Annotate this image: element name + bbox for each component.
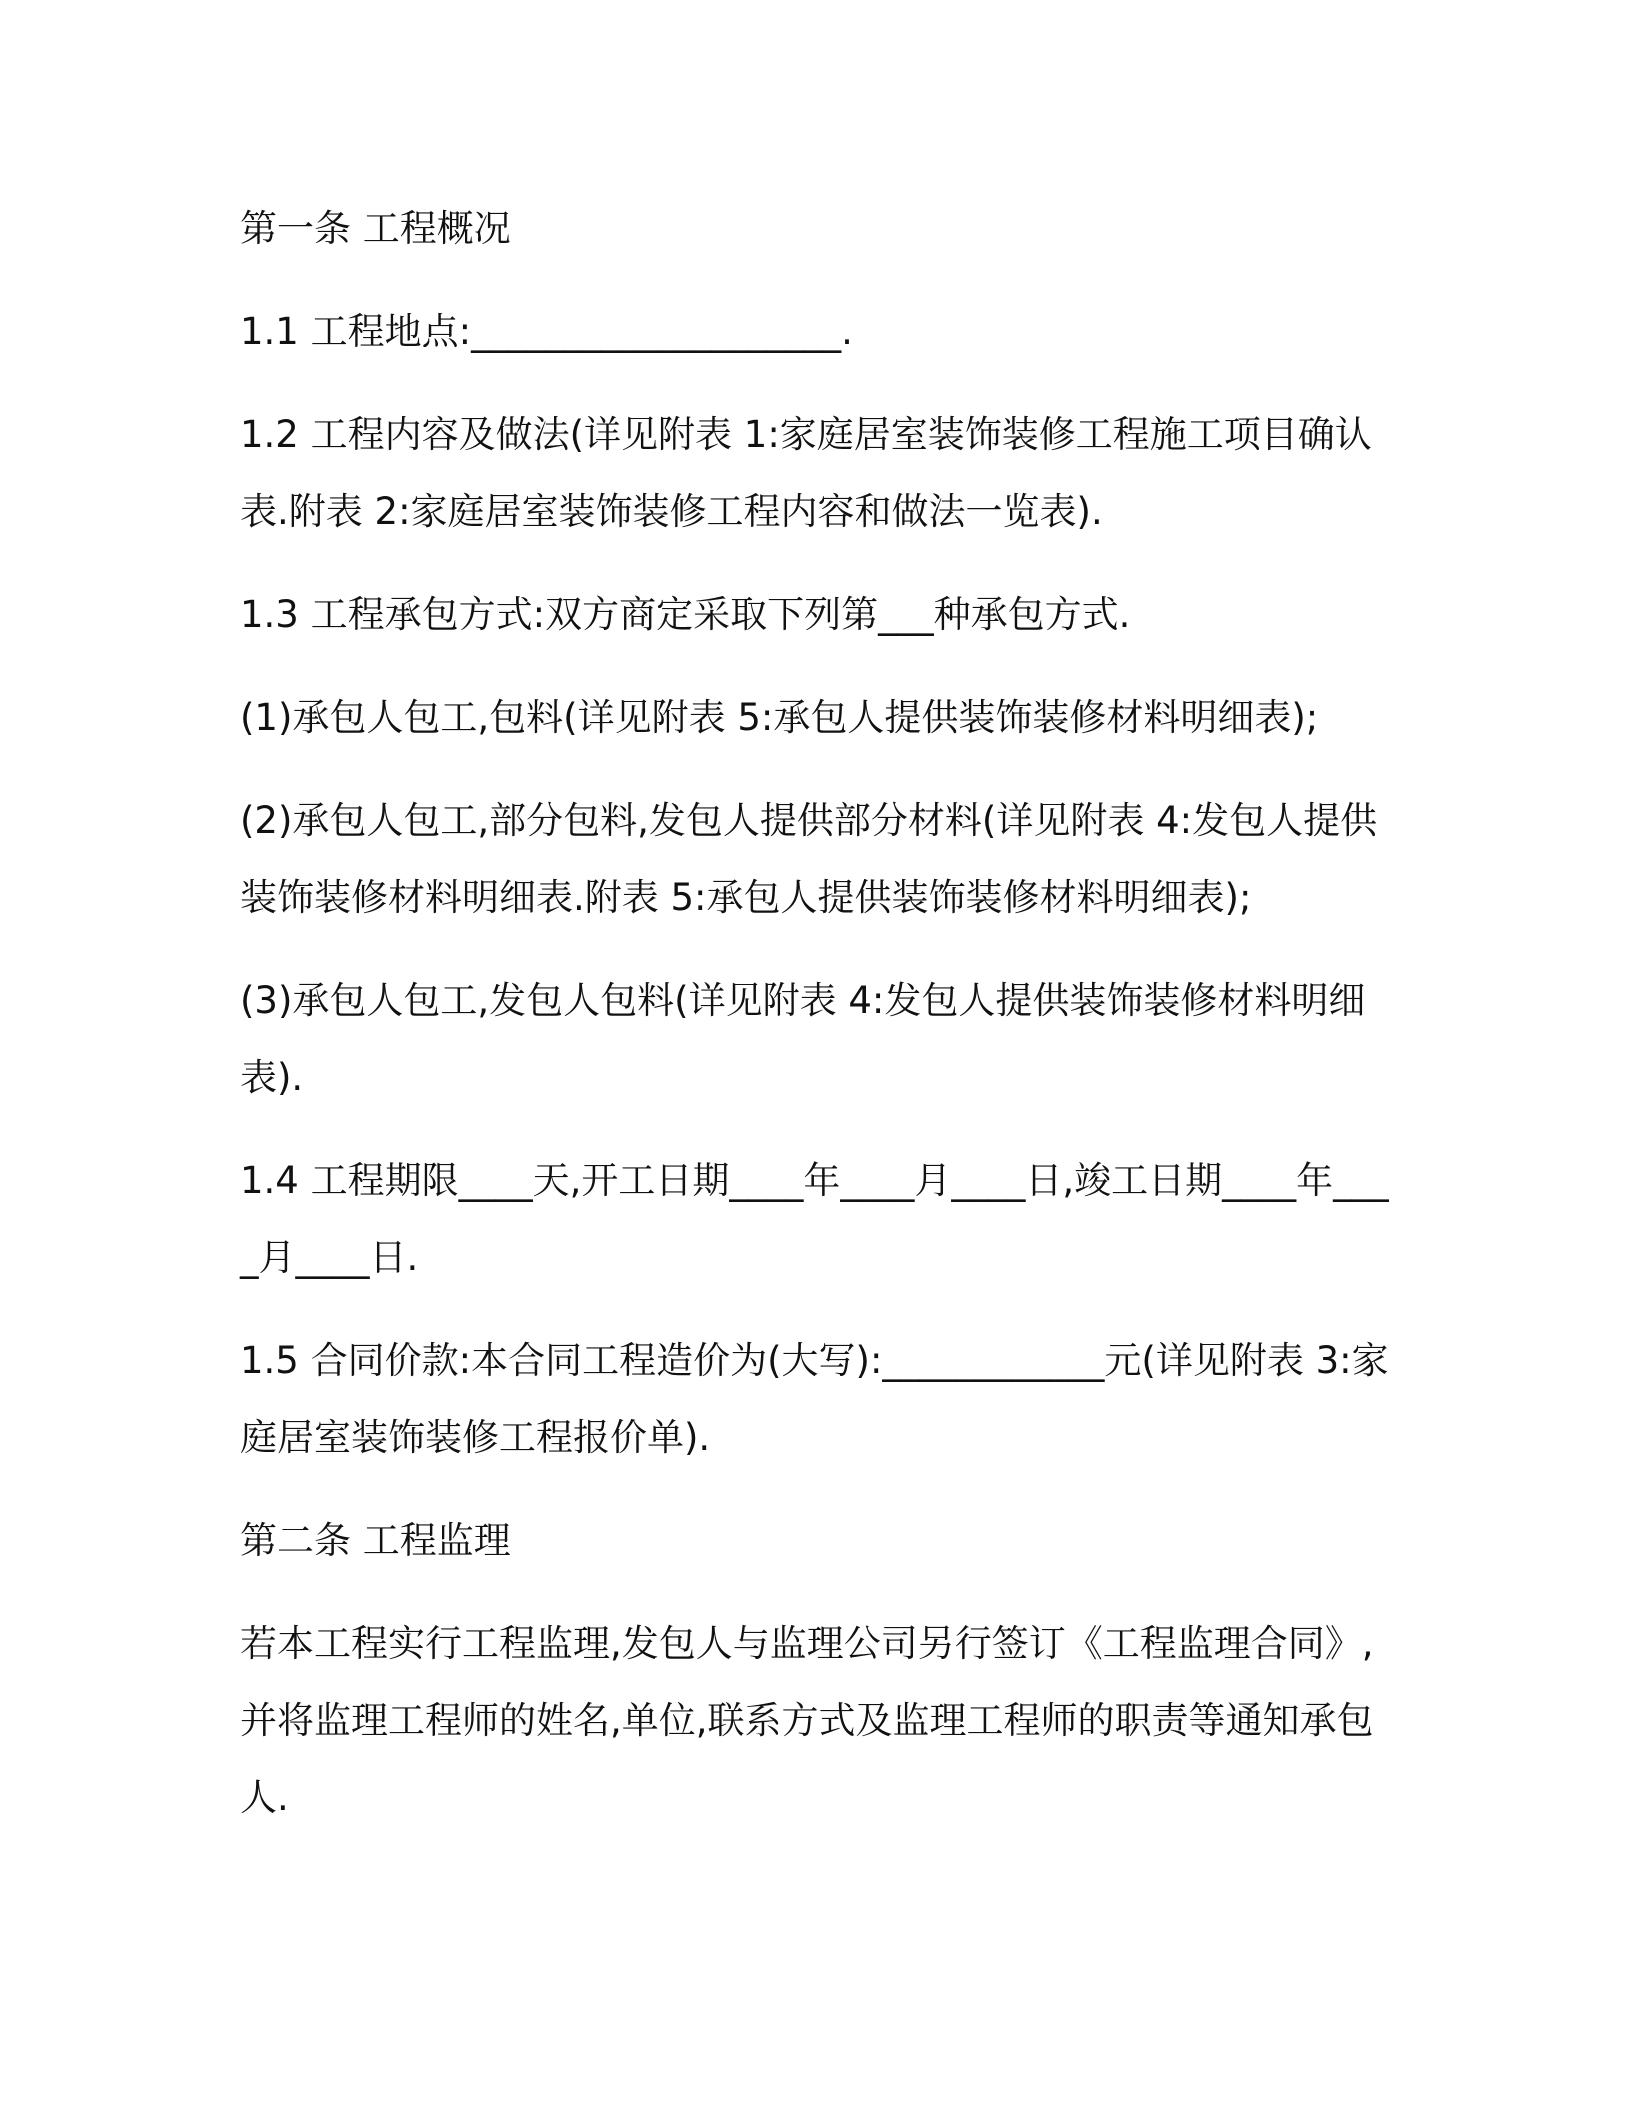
document-body xyxy=(240,190,1390,1862)
option-3: (3)承包人包工,发包人包料(详见附表 4:发包人提供装饰装修材料明细表). xyxy=(240,979,1366,1099)
clause-1-2: 1.2 工程内容及做法(详见附表 1:家庭居室装饰装修工程施工项目确认表.附表 2:家庭居室装饰装修工程内容和做法一览表). xyxy=(240,413,1372,533)
section-heading-2: 第二条 工程监理 xyxy=(240,1519,511,1562)
clause-1-1: 1.1 工程地点:____________________. xyxy=(240,310,853,353)
section-heading-1: 第一条 工程概况 xyxy=(240,207,511,250)
clause-1-4: 1.4 工程期限____天,开工日期____年____月____日,竣工日期____年____月____日. xyxy=(240,1159,1389,1279)
clause-1-3: 1.3 工程承包方式:双方商定采取下列第___种承包方式. xyxy=(240,593,1131,636)
option-1: (1)承包人包工,包料(详见附表 5:承包人提供装饰装修材料明细表); xyxy=(240,696,1319,739)
clause-2-1: 若本工程实行工程监理,发包人与监理公司另行签订《工程监理合同》,并将监理工程师的姓名,单位,联系方式及监理工程师的职责等通知承包人. xyxy=(240,1622,1374,1819)
clause-1-5: 1.5 合同价款:本合同工程造价为(大写):____________元(详见附表 3:家庭居室装饰装修工程报价单). xyxy=(240,1339,1389,1459)
option-2: (2)承包人包工,部分包料,发包人提供部分材料(详见附表 4:发包人提供装饰装修材料明细表.附表 5:承包人提供装饰装修材料明细表); xyxy=(240,799,1378,919)
